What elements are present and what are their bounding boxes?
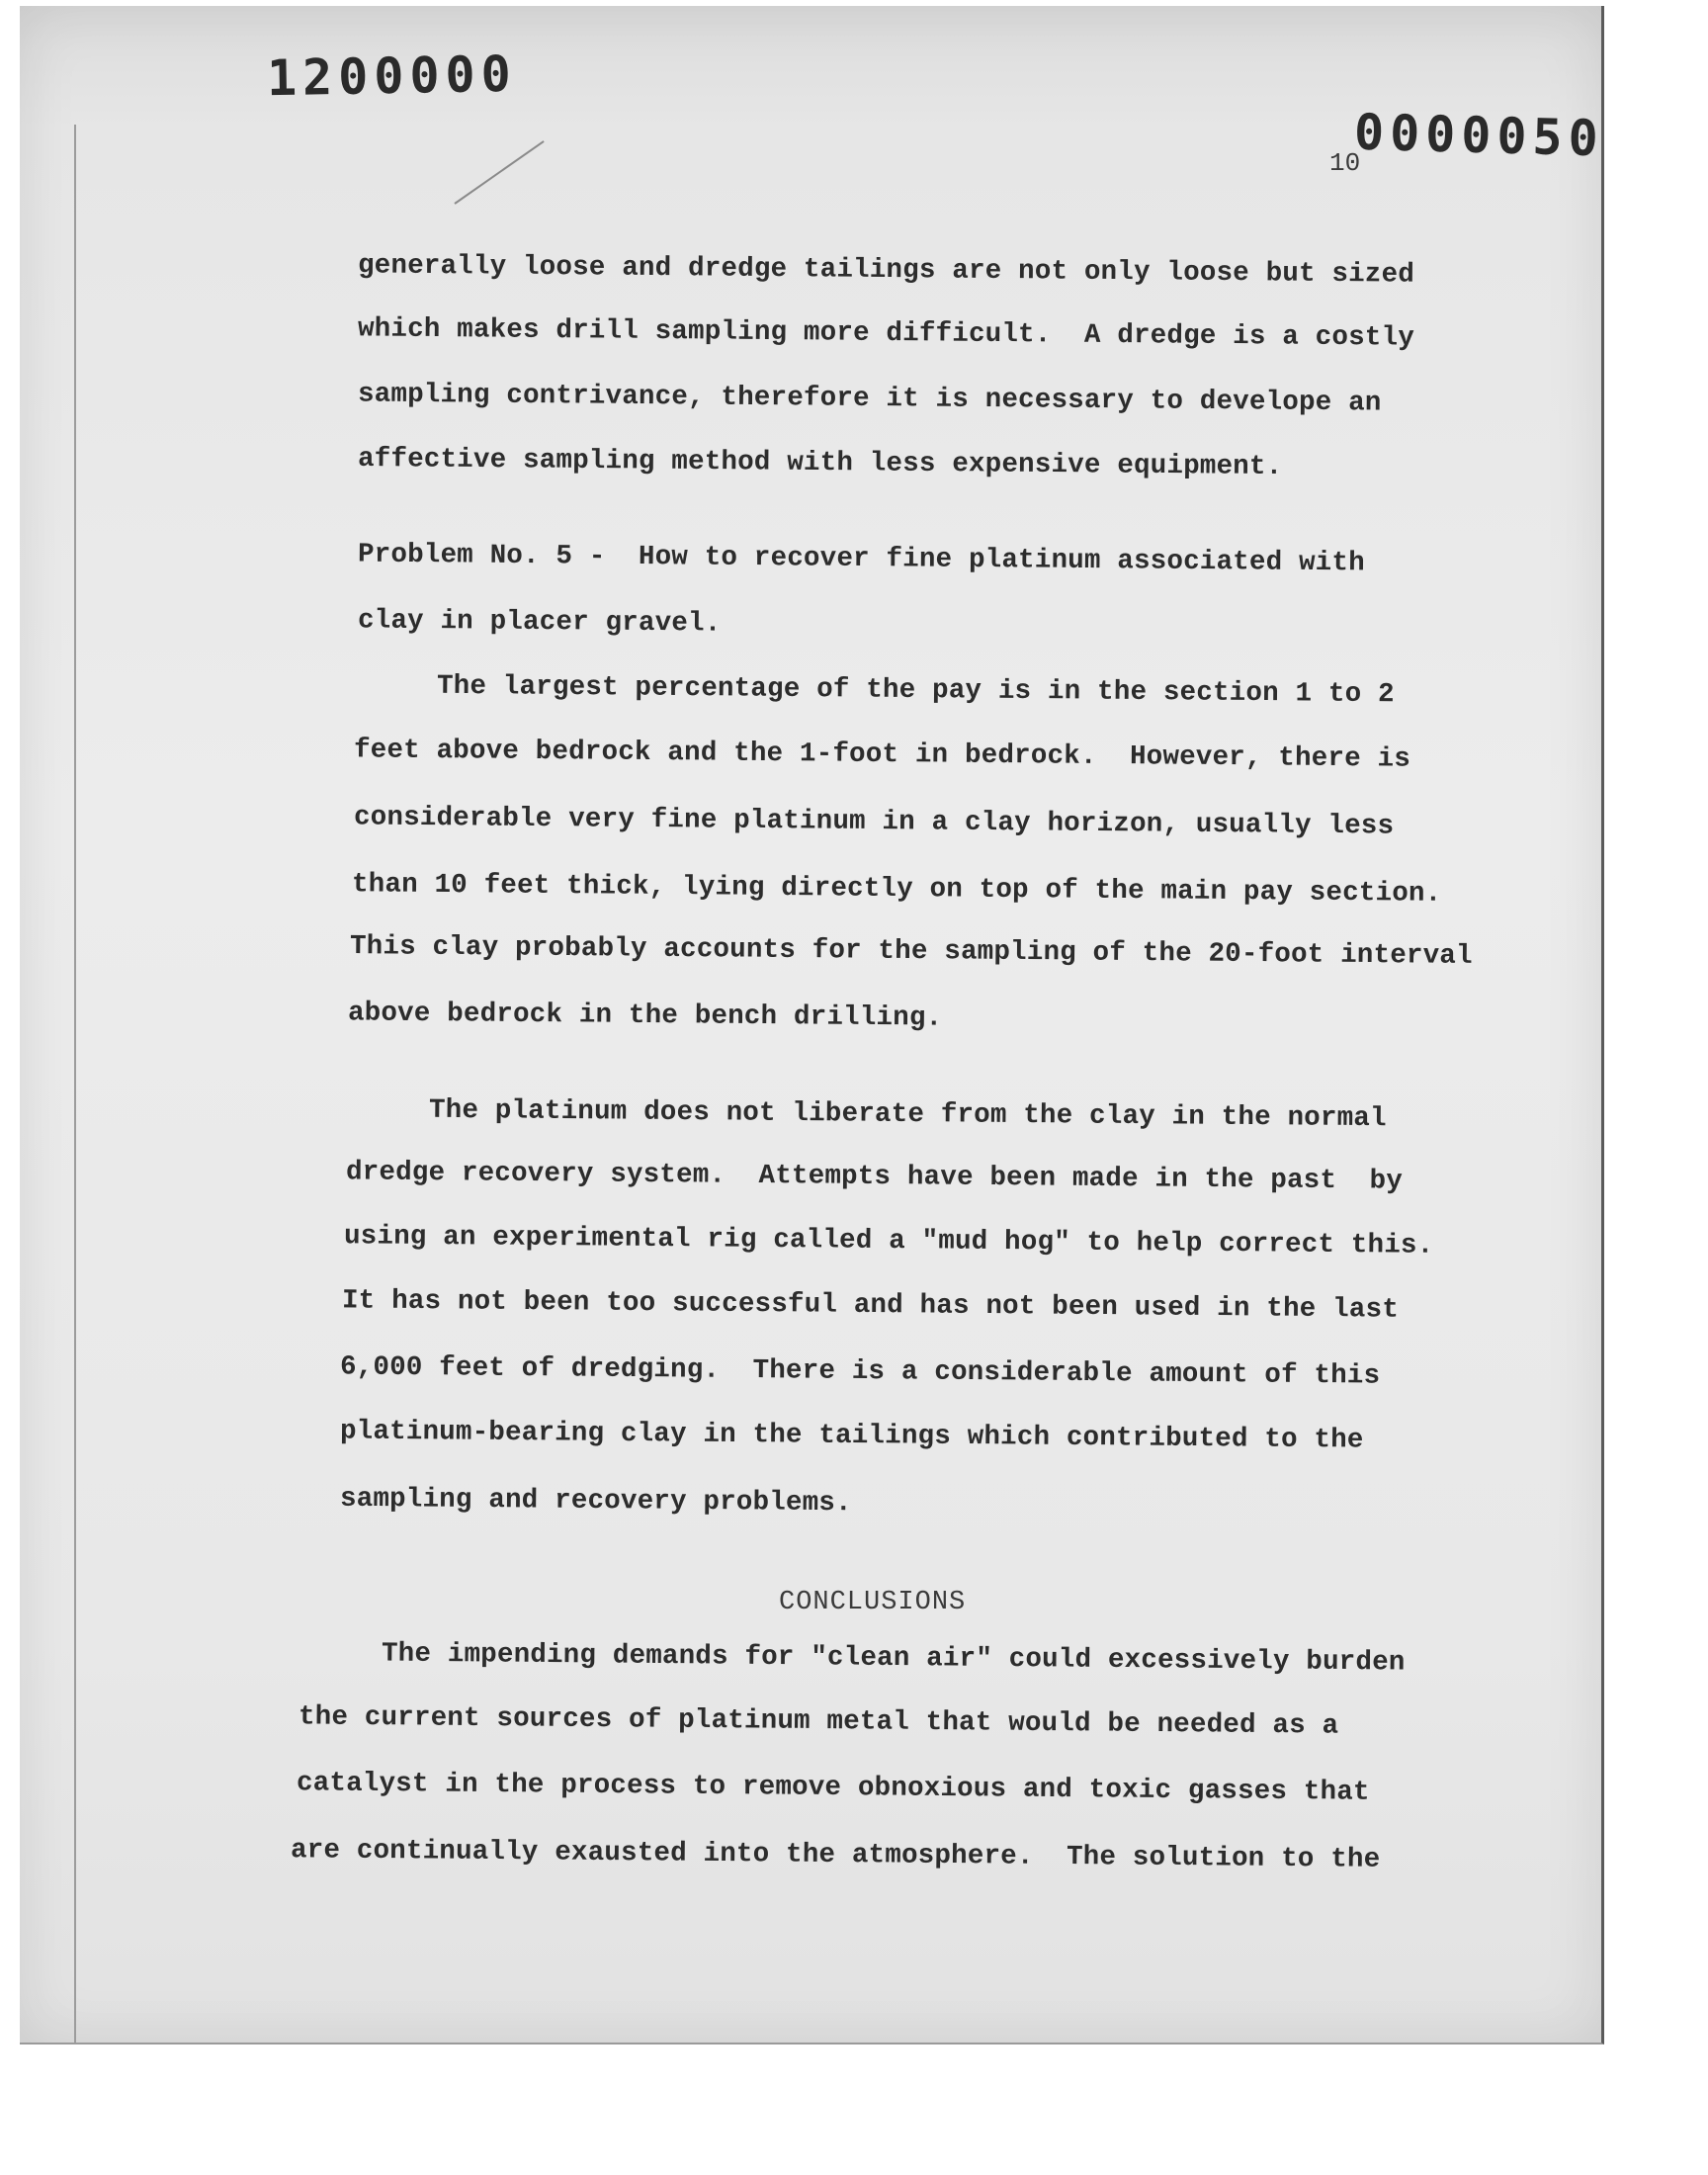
text-line: than 10 feet thick, lying directly on top of the main pay section. <box>351 869 1442 910</box>
document-stamp-right: 0000050 <box>1353 103 1605 168</box>
text-line: generally loose and dredge tailings are not only loose but sized <box>357 250 1415 291</box>
text-line: It has not been too successful and has not been used in the last <box>341 1285 1400 1326</box>
text-line: dredge recovery system. Attempts have been made in the past by <box>345 1157 1404 1197</box>
sheet-edge-shadow <box>74 125 76 2043</box>
section-heading-conclusions: CONCLUSIONS <box>779 1588 967 1617</box>
page-number: 10 <box>1329 148 1361 178</box>
text-line: This clay probably accounts for the sampling of the 20-foot interval <box>349 931 1473 972</box>
text-line: feet above bedrock and the 1-foot in bedrock. However, there is <box>353 735 1411 775</box>
document-stamp-left: 1200000 <box>266 44 518 108</box>
text-line: platinum-bearing clay in the tailings which contributed to the <box>339 1416 1364 1456</box>
text-line: The impending demands for "clean air" could excessively burden <box>381 1638 1406 1679</box>
text-line: using an experimental rig called a "mud hog" to help correct this. <box>343 1221 1434 1262</box>
text-line: above bedrock in the bench drilling. <box>347 998 943 1034</box>
text-line: catalyst in the process to remove obnoxious and toxic gasses that <box>296 1768 1370 1808</box>
text-line: considerable very fine platinum in a clay horizon, usually less <box>353 802 1395 842</box>
text-line: which makes drill sampling more difficult. A dredge is a costly <box>357 313 1415 354</box>
text-line: The largest percentage of the pay is in the section 1 to 2 <box>436 670 1395 711</box>
text-line: The platinum does not liberate from the clay in the normal <box>428 1094 1387 1135</box>
text-line: the current sources of platinum metal that would be needed as a <box>298 1701 1339 1742</box>
text-line: are continually exausted into the atmosphere. The solution to the <box>290 1835 1381 1875</box>
text-line: clay in placer gravel. <box>357 605 722 640</box>
text-line: sampling and recovery problems. <box>339 1483 852 1520</box>
text-line: sampling contrivance, therefore it is necessary to develope an <box>357 379 1382 419</box>
text-line: 6,000 feet of dredging. There is a considerable amount of this <box>339 1351 1381 1392</box>
text-line: affective sampling method with less expensive equipment. <box>357 443 1283 483</box>
problem-heading-line: Problem No. 5 - How to recover fine platinum associated with <box>357 539 1365 579</box>
